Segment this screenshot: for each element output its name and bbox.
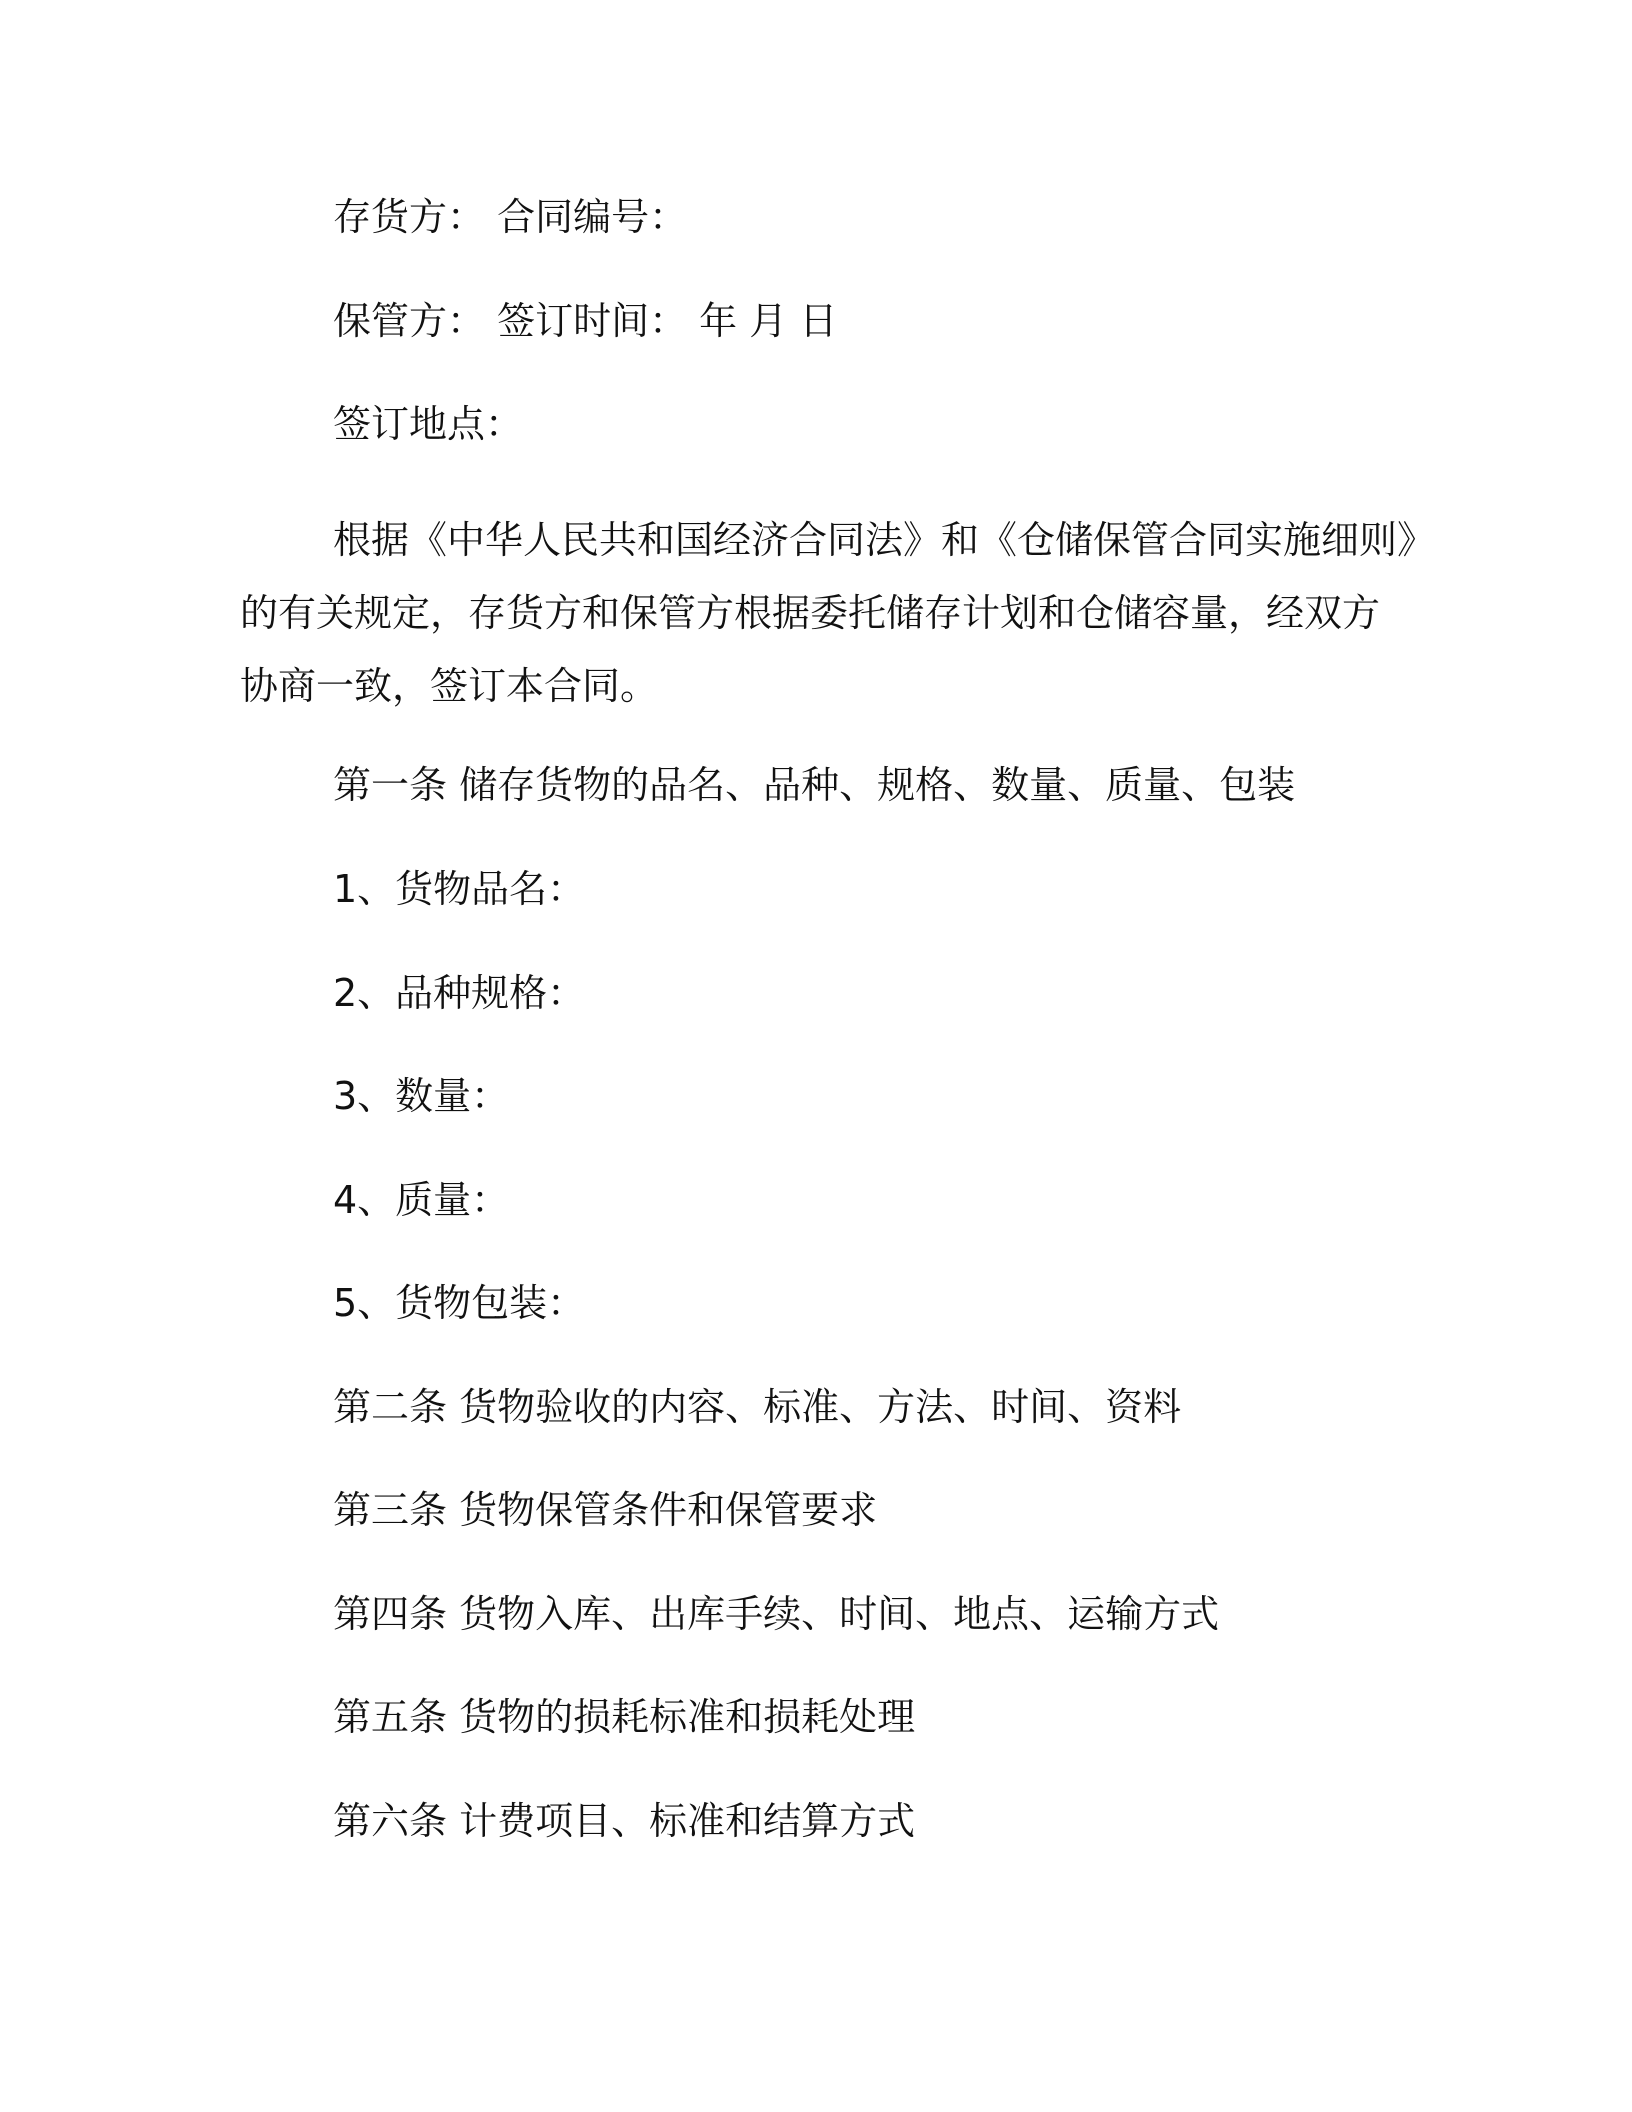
intro-paragraph xyxy=(240,504,1436,723)
article-1-title: 第一条 储存货物的品名、品种、规格、数量、质量、包装 xyxy=(333,763,1296,807)
intro-row: 的有关规定，存货方和保管方根据委托储存计划和仓储容量，经双方 xyxy=(240,591,1381,635)
article-6-title: 第六条 计费项目、标准和结算方式 xyxy=(333,1799,916,1843)
article-2-title: 第二条 货物验收的内容、标准、方法、时间、资料 xyxy=(333,1385,1182,1429)
intro-row: 根据《中华人民共和国经济合同法》和《仓储保管合同实施细则》 xyxy=(333,518,1436,562)
article-4-title: 第四条 货物入库、出库手续、时间、地点、运输方式 xyxy=(333,1592,1220,1636)
article-1-item: 5、货物包装： xyxy=(333,1281,586,1325)
article-1-item: 4、质量： xyxy=(333,1178,510,1222)
article-1-item: 3、数量： xyxy=(333,1074,510,1118)
article-3-title: 第三条 货物保管条件和保管要求 xyxy=(333,1488,878,1532)
depositor-line: 存货方： 合同编号： xyxy=(333,195,688,239)
article-1-item: 2、品种规格： xyxy=(333,971,586,1015)
intro-row: 协商一致，签订本合同。 xyxy=(240,664,659,708)
custodian-line: 保管方： 签订时间： 年 月 日 xyxy=(333,299,838,343)
signing-place-line: 签订地点： xyxy=(333,402,524,446)
article-1-item: 1、货物品名： xyxy=(333,867,586,911)
article-5-title: 第五条 货物的损耗标准和损耗处理 xyxy=(333,1695,916,1739)
